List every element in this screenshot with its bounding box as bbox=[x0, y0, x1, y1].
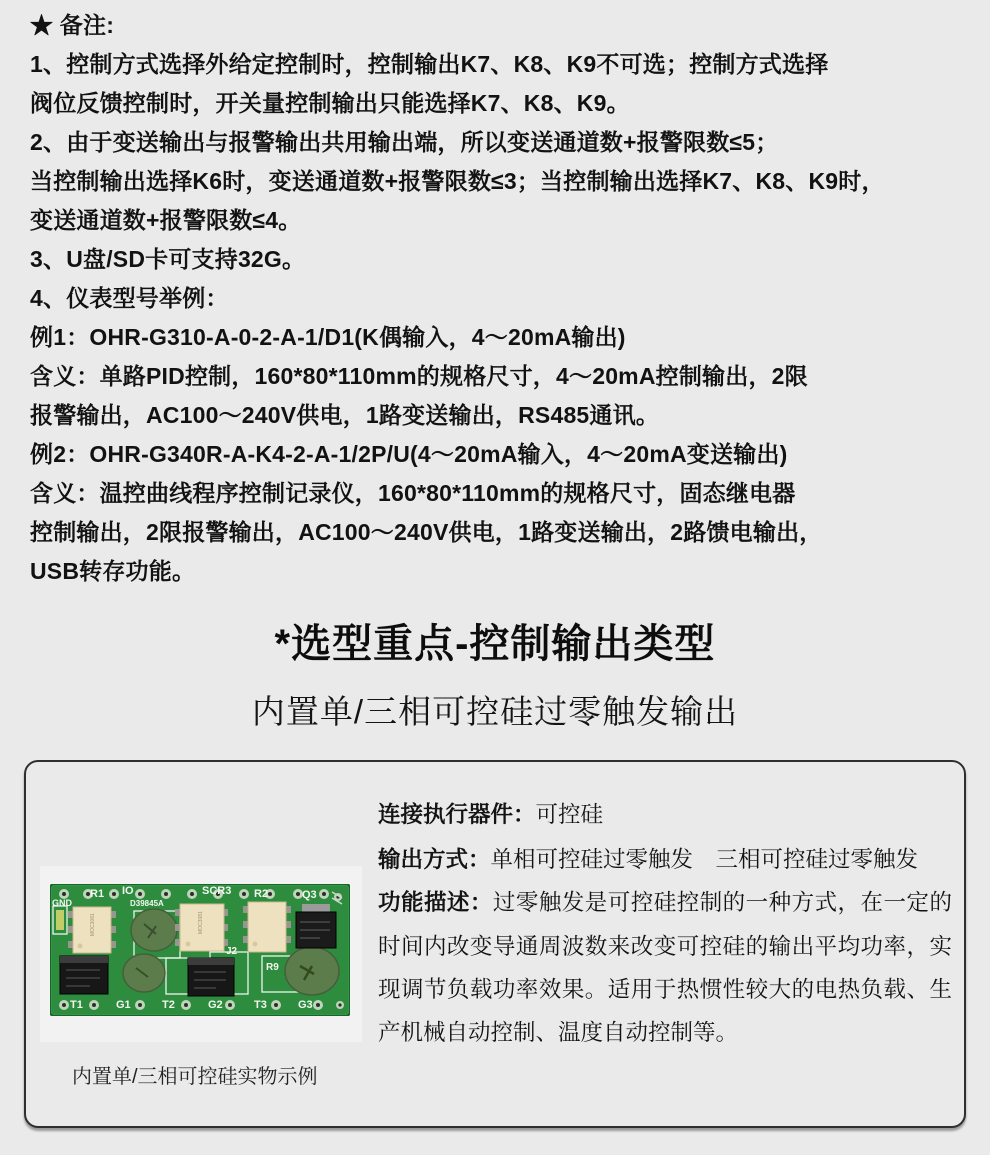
note-line: 4、仪表型号举例： bbox=[30, 285, 229, 311]
svg-text:R1: R1 bbox=[90, 888, 105, 900]
svg-text:IO: IO bbox=[122, 885, 134, 897]
note-line: 阀位反馈控制时，开关量控制输出只能选择K7、K8、K9。 bbox=[30, 90, 630, 116]
description-line: 产机械自动控制、温度自动控制等。 bbox=[378, 1020, 739, 1045]
remarks-block bbox=[30, 6, 960, 591]
note-line: 例1：OHR-G310-A-0-2-A-1/D1(K偶输入，4～20mA输出) bbox=[30, 324, 626, 350]
description-line: 时间内改变导通周波数来改变可控硅的输出平均功率，实 bbox=[378, 934, 952, 959]
svg-text:SCR3: SCR3 bbox=[202, 885, 232, 897]
actuator-line bbox=[378, 800, 952, 830]
svg-text:J2: J2 bbox=[226, 946, 238, 957]
note-line: 含义：单路PID控制，160*80*110mm的规格尺寸，4～20mA控制输出，2限 bbox=[30, 363, 808, 389]
note-line: 例2：OHR-G340R-A-K4-2-A-1/2P/U(4～20mA输入，4～20mA变送输出) bbox=[30, 441, 788, 467]
svg-text:G2: G2 bbox=[208, 999, 223, 1011]
section-subtitle: 内置单/三相可控硅过零触发输出 bbox=[251, 693, 739, 730]
note-line: 含义：温控曲线程序控制记录仪，160*80*110mm的规格尺寸，固态继电器 bbox=[30, 480, 796, 506]
note-line: 控制输出，2限报警输出，AC100～240V供电，1路变送输出，2路馈电输出， bbox=[30, 519, 823, 545]
pcb-optocoupler-chips bbox=[68, 902, 291, 953]
svg-text:R9: R9 bbox=[266, 962, 279, 973]
svg-text:MOC3081: MOC3081 bbox=[198, 911, 204, 934]
svg-text:G1: G1 bbox=[116, 999, 131, 1011]
pcb-photo-caption: 内置单/三相可控硅实物示例 bbox=[72, 1066, 318, 1088]
actuator-label: 连接执行器件： bbox=[378, 802, 536, 827]
svg-text:R2: R2 bbox=[254, 888, 269, 900]
remarks-heading: ★ 备注: bbox=[30, 12, 115, 38]
description-line: 现调节负载功率效果。适用于热惯性较大的电热负载、生 bbox=[378, 977, 952, 1002]
description-label: 功能描述： bbox=[378, 890, 493, 915]
pcb-photo bbox=[40, 866, 362, 1042]
description-text: 过零触发是可控硅控制的一种方式，在一定的 bbox=[492, 890, 952, 915]
pcb-small-component bbox=[56, 910, 64, 930]
svg-text:MOC3081: MOC3081 bbox=[90, 913, 96, 936]
output-mode-value: 单相可控硅过零触发 三相可控硅过零触发 bbox=[490, 847, 919, 872]
svg-text:T1: T1 bbox=[70, 999, 83, 1011]
svg-text:D39845A: D39845A bbox=[130, 899, 164, 908]
section-title: *选型重点-控制输出类型 bbox=[274, 622, 716, 666]
output-mode-label: 输出方式： bbox=[378, 847, 491, 872]
note-line: 3、U盘/SD卡可支持32G。 bbox=[30, 246, 306, 272]
actuator-value: 可控硅 bbox=[535, 802, 604, 827]
svg-text:T3: T3 bbox=[254, 999, 267, 1011]
feature-card bbox=[24, 760, 966, 1128]
description-line bbox=[378, 888, 952, 918]
pcb-board-illustration bbox=[50, 884, 350, 1016]
note-line: 2、由于变送输出与报警输出共用输出端，所以变送通道数+报警限数≤5； bbox=[30, 129, 779, 155]
note-line: 报警输出，AC100～240V供电，1路变送输出，RS485通讯。 bbox=[30, 402, 660, 428]
note-line: 变送通道数+报警限数≤4。 bbox=[30, 207, 302, 233]
note-line: 1、控制方式选择外给定控制时，控制输出K7、K8、K9不可选；控制方式选择 bbox=[30, 51, 829, 77]
svg-text:GND: GND bbox=[52, 898, 72, 908]
svg-text:Q3: Q3 bbox=[302, 889, 317, 901]
svg-text:G3: G3 bbox=[298, 999, 313, 1011]
svg-text:T2: T2 bbox=[162, 999, 175, 1011]
output-mode-line bbox=[378, 845, 952, 875]
note-line: USB转存功能。 bbox=[30, 558, 196, 584]
note-line: 当控制输出选择K6时，变送通道数+报警限数≤3；当控制输出选择K7、K8、K9时， bbox=[30, 168, 885, 194]
